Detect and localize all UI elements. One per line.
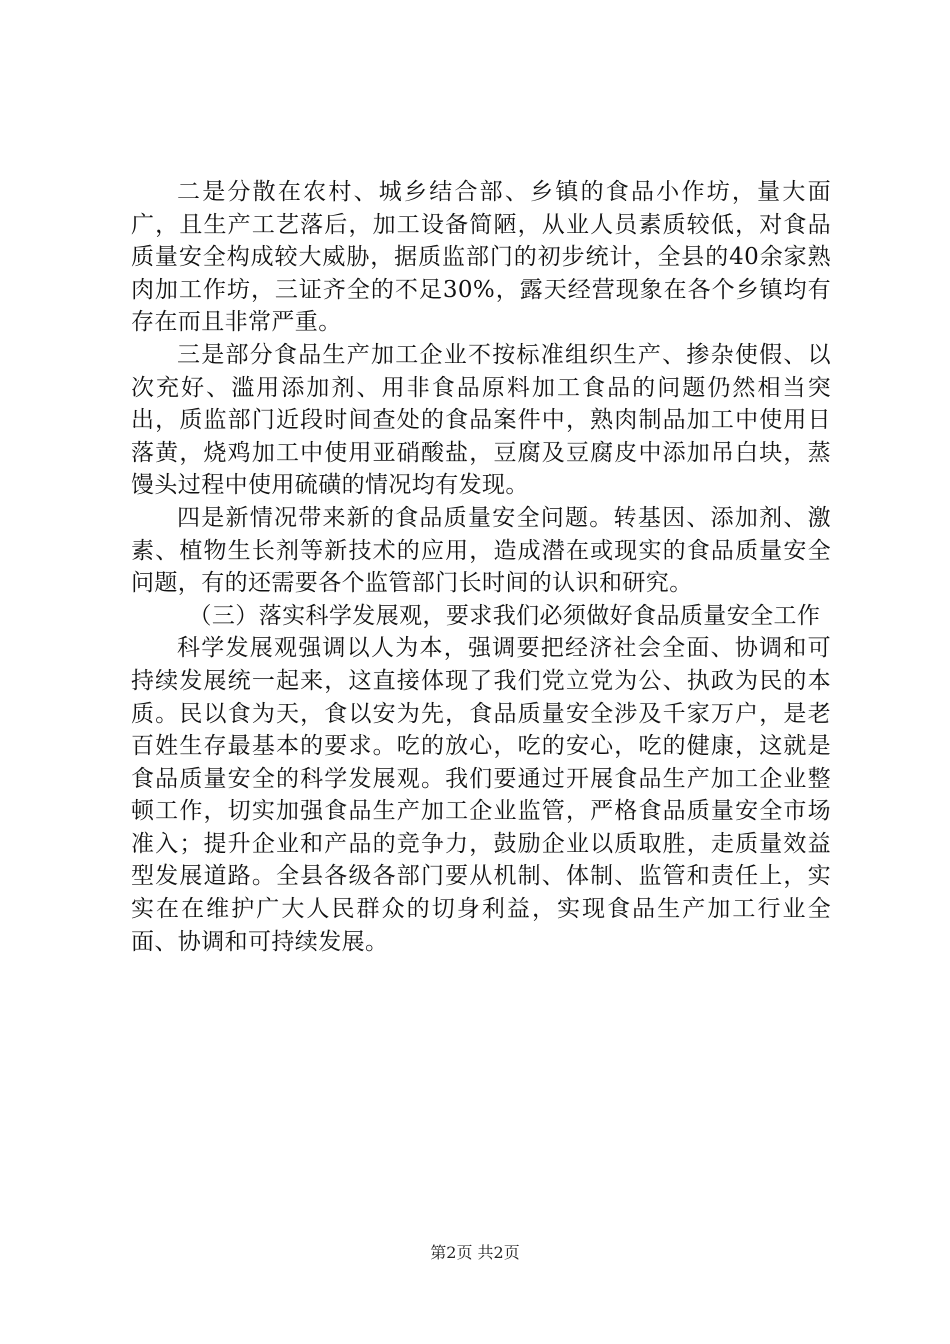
section-heading-three: （三）落实科学发展观，要求我们必须做好食品质量安全工作 bbox=[188, 602, 821, 629]
page-footer: 第2页 共2页 bbox=[430, 1243, 520, 1262]
paragraph-three-is: 三是部分食品生产加工企业不按标准组织生产、掺杂使假、以次充好、滥用添加剂、用非食品原料加工食品的问题仍然相当突出，质监部门近段时间查处的食品案件中，熟肉制品加工中使用日落黄，烧鸡加工中使用亚硝酸盐，豆腐及豆腐皮中添加吊白块，蒸馒头过程中使用硫磺的情况均有发现。 bbox=[131, 341, 831, 499]
paragraph-four-is: 四是新情况带来新的食品质量安全问题。转基因、添加剂、激素、植物生长剂等新技术的应用，造成潜在或现实的食品质量安全问题，有的还需要各个监管部门长时间的认识和研究。 bbox=[131, 504, 831, 597]
document-body bbox=[131, 176, 831, 958]
paragraph-scientific-development: 科学发展观强调以人为本，强调要把经济社会全面、协调和可持续发展统一起来，这直接体现了我们党立党为公、执政为民的本质。民以食为天，食以安为先，食品质量安全涉及千家万户，是老百姓生存最基本的要求。吃的放心，吃的安心，吃的健康，这就是食品质量安全的科学发展观。我们要通过开展食品生产加工企业整顿工作，切实加强食品生产加工企业监管，严格食品质量安全市场准入；提升企业和产品的竞争力，鼓励企业以质取胜，走质量效益型发展道路。全县各级各部门要从机制、体制、监管和责任上，实实在在维护广大人民群众的切身利益，实现食品生产加工行业全面、协调和可持续发展。 bbox=[131, 635, 831, 955]
paragraph-two-is: 二是分散在农村、城乡结合部、乡镇的食品小作坊，量大面广，且生产工艺落后，加工设备简陋，从业人员素质较低，对食品质量安全构成较大威胁，据质监部门的初步统计，全县的40余家熟肉加工作坊，三证齐全的不足30%，露天经营现象在各个乡镇均有存在而且非常严重。 bbox=[131, 179, 831, 336]
